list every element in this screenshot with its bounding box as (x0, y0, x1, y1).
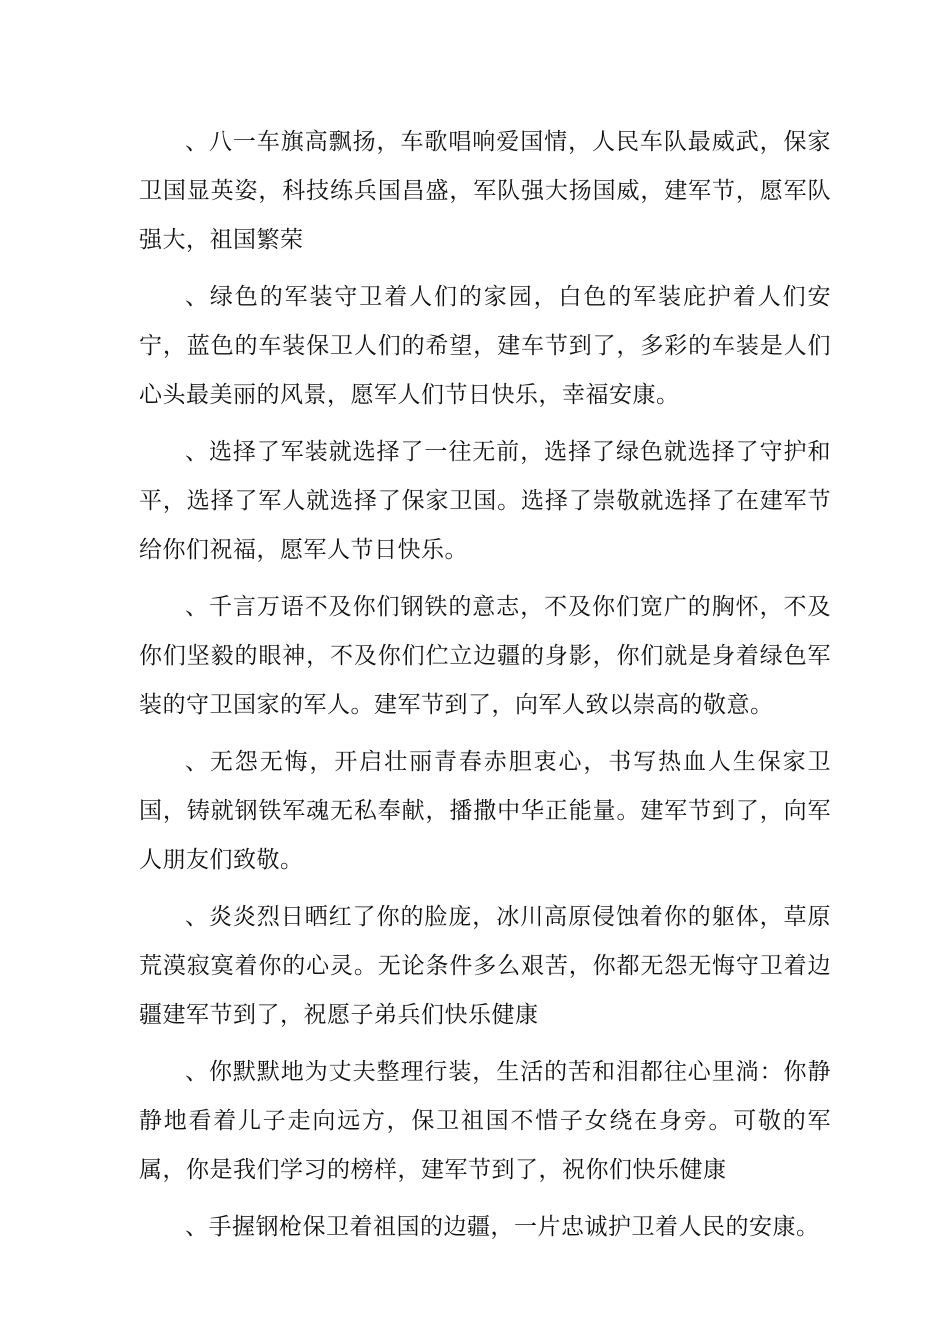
paragraph-3: 、选择了军装就选择了一往无前，选择了绿色就选择了守护和平，选择了军人就选择了保家卫国。选择了崇敬就选择了在建军节给你们祝福，愿军人节日快乐。 (139, 439, 831, 563)
paragraph-7: 、你默默地为丈夫整理行装，生活的苦和泪都往心里淌：你静静地看着儿子走向远方，保卫祖国不惜子女绕在身旁。可敬的军属，你是我们学习的榜样，建军节到了，祝你们快乐健康 (139, 1059, 831, 1183)
paragraph-6: 、炎炎烈日晒红了你的脸庞，冰川高原侵蚀着你的躯体，草原荒漠寂寞着你的心灵。无论条件多么艰苦，你都无怨无悔守卫着边疆建军节到了，祝愿子弟兵们快乐健康 (139, 904, 831, 1028)
paragraph-1: 、八一车旗高飘扬，车歌唱响爱国情，人民车队最威武，保家卫国显英姿，科技练兵国昌盛，军队强大扬国威，建军节，愿军队强大，祖国繁荣 (139, 129, 831, 253)
paragraph-5: 、无怨无悔，开启壮丽青春赤胆衷心，书写热血人生保家卫国，铸就钢铁军魂无私奉献，播撒中华正能量。建军节到了，向军人朋友们致敬。 (139, 749, 831, 873)
paragraph-2: 、绿色的军装守卫着人们的家园，白色的军装庇护着人们安宁，蓝色的车装保卫人们的希望，建车节到了，多彩的车装是人们心头最美丽的风景，愿军人们节日快乐，幸福安康。 (139, 284, 831, 408)
document-body (139, 118, 831, 1260)
paragraph-4: 、千言万语不及你们钢铁的意志，不及你们宽广的胸怀，不及你们坚毅的眼神，不及你们伫立边疆的身影，你们就是身着绿色军装的守卫国家的军人。建军节到了，向军人致以崇高的敬意。 (139, 594, 831, 718)
paragraph-8: 、手握钢枪保卫着祖国的边疆，一片忠诚护卫着人民的安康。 (185, 1214, 820, 1240)
